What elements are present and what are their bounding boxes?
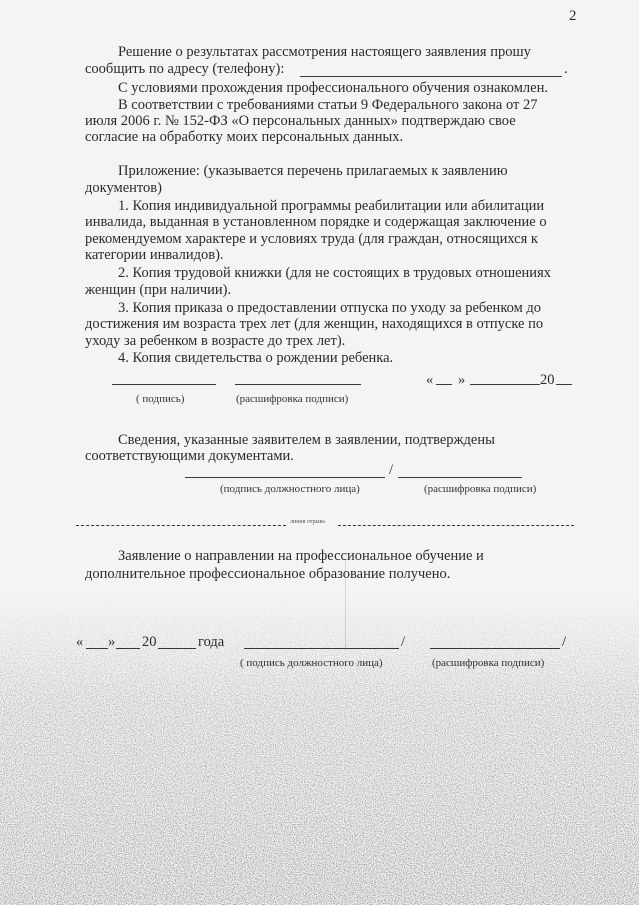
consent-line3: согласие на обработку моих персональных данных. (85, 129, 404, 145)
cut-line-right (338, 525, 574, 526)
attachments-intro-line2: документов) (85, 180, 162, 196)
attachment-item4: 4. Копия свидетельства о рождении ребенка. (118, 350, 394, 366)
attachment-item2-line2: женщин (при наличии). (85, 282, 232, 298)
attachment-item1-line1: 1. Копия индивидуальной программы реабилитации или абилитации (118, 198, 545, 214)
receipt-date-open: « (76, 634, 84, 650)
attachment-item3-line1: 3. Копия приказа о предоставлении отпуска по уходу за ребенком до (118, 300, 542, 316)
receipt-year-prefix: 20 (142, 634, 157, 650)
result-notice-line2: сообщить по адресу (телефону): (85, 61, 285, 77)
label-official-signature: (подпись должностного лица) (220, 483, 360, 495)
confirmation-slash: / (389, 462, 394, 478)
confirmation-line2: соответствующими документами. (85, 448, 294, 464)
receipt-year-word: года (198, 634, 225, 650)
attachments-intro-line1: Приложение: (указывается перечень прилагаемых к заявлению (118, 163, 508, 179)
consent-line1: В соответствии с требованиями статьи 9 Федерального закона от 27 (118, 97, 538, 113)
official-decoding-line (398, 477, 522, 478)
confirmation-line1-text: Сведения, указанные заявителем в заявлении, подтверждены (118, 432, 495, 448)
receipt-slash2: / (562, 634, 567, 650)
scan-noise (0, 590, 639, 905)
attachment-item3-line2: достижения им возраста трех лет (для женщин, находящихся в отпуске по (85, 316, 544, 332)
cut-line-label: линия отрыва (290, 519, 325, 525)
acknowledgement-text: С условиями прохождения профессионального обучения ознакомлен. (118, 80, 548, 96)
receipt-label-official-signature: ( подпись должностного лица) (240, 657, 383, 669)
receipt-slash1: / (401, 634, 406, 650)
receipt-line2: дополнительное профессиональное образование получено. (85, 566, 451, 582)
attachment-item1-line4: категории инвалидов). (85, 247, 224, 263)
attachment-item3-line3: уходу за ребенком в возрасте до трех лет). (85, 333, 346, 349)
confirmation-line1 (118, 432, 576, 448)
result-notice-line1: Решение о результатах рассмотрения настоящего заявления прошу (118, 44, 531, 60)
date-month-line (470, 384, 540, 385)
receipt-label-official-decoding: (расшифровка подписи) (432, 657, 545, 669)
label-official-decoding: (расшифровка подписи) (424, 483, 537, 495)
address-line (300, 76, 562, 77)
date-close-quote: » (458, 372, 466, 388)
label-decoding: (расшифровка подписи) (236, 393, 349, 405)
page-number: 2 (569, 8, 577, 24)
cut-line-left (76, 525, 286, 526)
applicant-signature-line (112, 384, 216, 385)
fold-mark (345, 560, 346, 650)
consent-line2: июля 2006 г. № 152-ФЗ «О персональных данных» подтверждаю свое (85, 113, 516, 129)
attachment-item1-line3: рекомендуемом характере и условиях труда (для граждан, относящихся к (85, 231, 538, 247)
official-signature-line (185, 477, 385, 478)
attachment-item1-line2: инвалида, выданная в установленном порядке и содержащая заключение о (85, 214, 547, 230)
applicant-decoding-line (235, 384, 361, 385)
receipt-line1: Заявление о направлении на профессиональное обучение и (118, 548, 484, 564)
date-day-line (436, 384, 452, 385)
attachment-item2-line1: 2. Копия трудовой книжки (для не состоящих в трудовых отношениях (118, 265, 551, 281)
date-open-quote: « (426, 372, 434, 388)
date-year-line (556, 384, 572, 385)
receipt-date-close: » (108, 634, 116, 650)
label-signature: ( подпись) (136, 393, 185, 405)
date-year-prefix: 20 (540, 372, 555, 388)
address-line-end: . (564, 61, 568, 77)
